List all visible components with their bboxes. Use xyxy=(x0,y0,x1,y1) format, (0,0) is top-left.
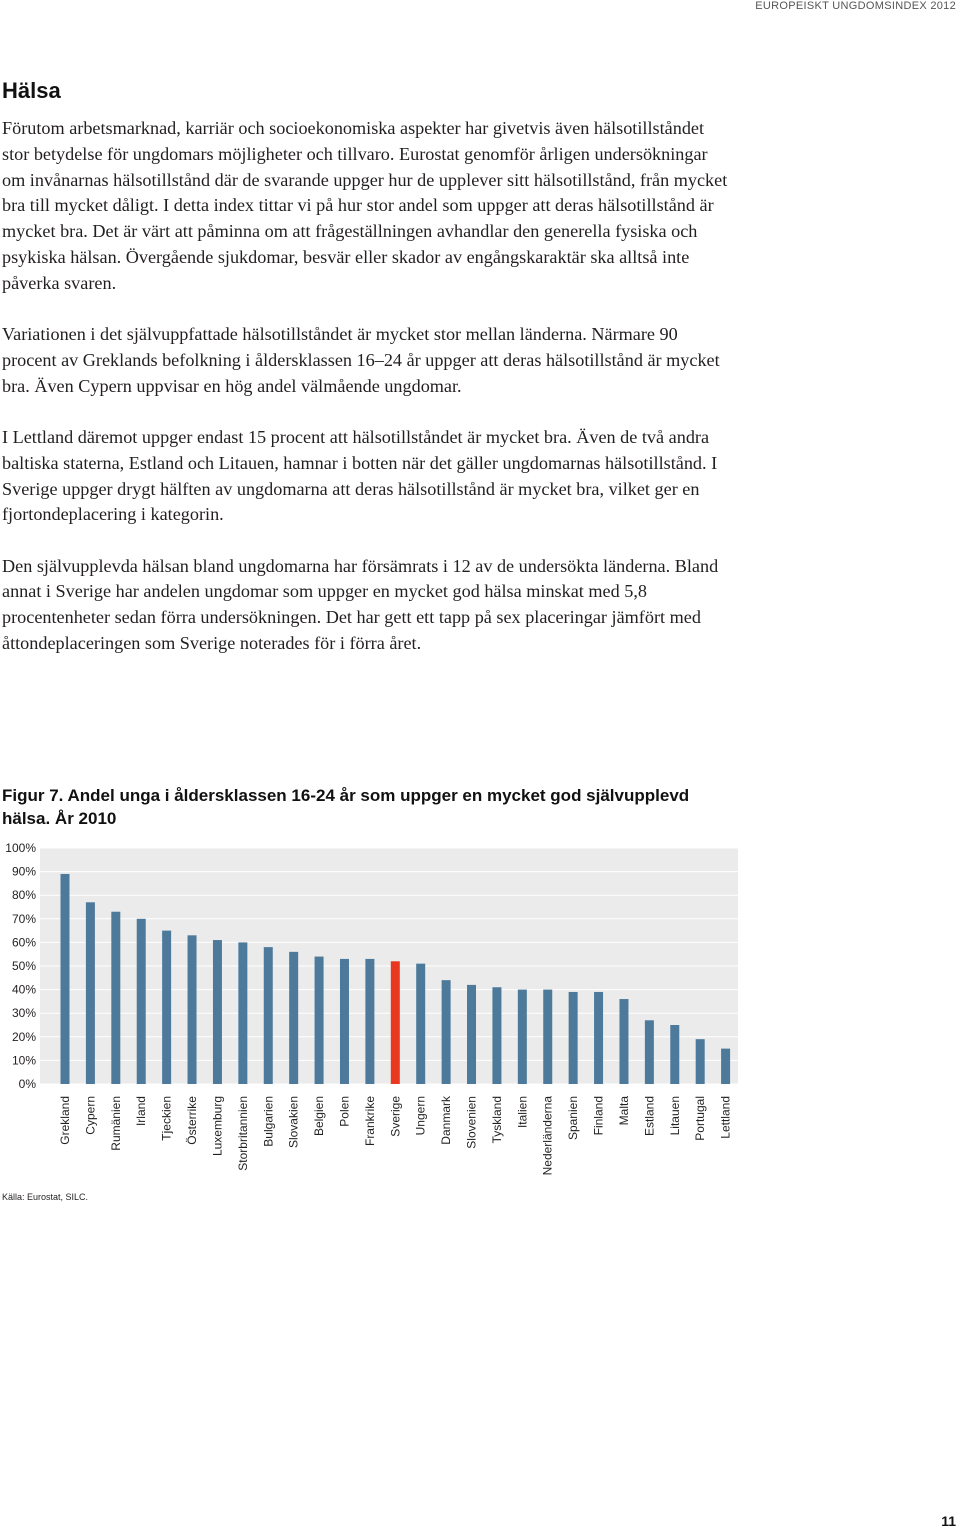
bar-malta xyxy=(619,999,628,1084)
bar-storbritannien xyxy=(238,942,247,1084)
bar-belgien xyxy=(315,957,324,1084)
bar-finland xyxy=(594,992,603,1084)
x-tick-label: Finland xyxy=(591,1096,606,1136)
bar-chart xyxy=(0,836,745,1191)
y-tick-label: 30% xyxy=(11,1006,36,1021)
bar-slovakien xyxy=(289,952,298,1084)
x-tick-label: Grekland xyxy=(58,1096,72,1145)
bar-sverige xyxy=(391,961,400,1084)
y-tick-label: 0% xyxy=(18,1077,36,1091)
page-number: 11 xyxy=(941,1513,956,1529)
bar-rumänien xyxy=(111,912,120,1084)
section-title: Hälsa xyxy=(2,78,61,103)
x-tick-label: Italien xyxy=(515,1096,530,1129)
bar-spanien xyxy=(569,992,578,1084)
bar-italien xyxy=(518,990,527,1084)
x-tick-label: Spanien xyxy=(566,1096,581,1141)
y-tick-label: 40% xyxy=(11,982,36,997)
bar-cypern xyxy=(86,902,95,1084)
bar-grekland xyxy=(61,874,70,1084)
x-tick-label: Nederländerna xyxy=(540,1096,555,1176)
paragraph: Den självupplevda hälsan bland ungdomarna har försämrats i 12 av de undersökta länderna. Bland annat i Sverige har andelen ungdomar som uppger en mycket god hälsa minskat med 5,8 procentenheter sedan förra undersökningen. Det har gett ett tapp på sex placeringar jämfört med åttondeplaceringen som Sverige noterades för i förra året. xyxy=(2,555,719,654)
bar-nederländerna xyxy=(543,990,552,1084)
x-tick-label: Cypern xyxy=(83,1096,98,1135)
paragraph: I Lettland däremot uppger endast 15 procent att hälsotillståndet är mycket bra. Även de två andra baltiska staterna, Estland och Litauen, hamnar i botten när det gäller ungdomarnas hälsotillstånd. I Sverige uppger drygt hälften av ungdomarna att deras hälsotillstånd är mycket bra, vilket ger en fjortondeplacering i kategorin. xyxy=(2,426,718,525)
bar-danmark xyxy=(442,980,451,1084)
x-tick-label: Österrike xyxy=(185,1096,200,1145)
x-tick-label: Tyskland xyxy=(489,1096,504,1144)
x-tick-label: Tjeckien xyxy=(159,1096,174,1141)
running-header: EUROPEISKT UNGDOMSINDEX 2012 xyxy=(755,0,956,12)
x-tick-label: Luxemburg xyxy=(210,1096,225,1157)
bar-polen xyxy=(340,959,349,1084)
x-tick-label: Portugal xyxy=(693,1096,708,1141)
x-tick-label: Belgien xyxy=(312,1096,327,1137)
bar-bulgarien xyxy=(264,947,273,1084)
y-tick-label: 20% xyxy=(11,1029,36,1044)
bar-luxemburg xyxy=(213,940,222,1084)
bar-estland xyxy=(645,1020,654,1084)
y-tick-label: 80% xyxy=(11,888,36,903)
y-tick-label: 70% xyxy=(11,911,36,926)
figure-source: Källa: Eurostat, SILC. xyxy=(2,1192,89,1202)
figure-caption: Andel unga i åldersklassen 16-24 år som uppger en mycket god självupplevd hälsa. År 2010 xyxy=(2,786,690,828)
x-tick-label: Ungern xyxy=(413,1096,428,1136)
x-tick-label: Storbritannien xyxy=(235,1096,250,1171)
bar-slovenien xyxy=(467,985,476,1084)
y-tick-label: 100% xyxy=(5,841,36,855)
figure-title xyxy=(2,784,732,830)
bar-ungern xyxy=(416,964,425,1084)
x-tick-label: Irland xyxy=(134,1096,149,1127)
bar-lettland xyxy=(721,1049,730,1084)
y-tick-label: 90% xyxy=(11,864,36,879)
bar-tyskland xyxy=(492,987,501,1084)
x-tick-label: Slovenien xyxy=(464,1096,479,1149)
bar-tjeckien xyxy=(162,931,171,1084)
y-tick-label: 50% xyxy=(11,959,36,973)
bar-litauen xyxy=(670,1025,679,1084)
x-tick-label: Polen xyxy=(337,1096,352,1127)
y-tick-label: 60% xyxy=(11,935,36,950)
x-tick-label: Rumänien xyxy=(108,1096,123,1151)
x-tick-label: Sverige xyxy=(388,1096,403,1137)
x-tick-label: Malta xyxy=(616,1096,631,1126)
y-tick-label: 10% xyxy=(11,1053,36,1068)
bar-irland xyxy=(137,919,146,1084)
x-tick-label: Danmark xyxy=(439,1096,454,1145)
x-tick-label: Slovakien xyxy=(286,1096,301,1149)
bar-österrike xyxy=(188,935,197,1084)
x-tick-label: Lettland xyxy=(718,1096,733,1139)
figure-number: Figur 7. xyxy=(2,786,64,805)
x-tick-label: Bulgarien xyxy=(261,1096,276,1147)
body-text xyxy=(2,116,732,682)
paragraph: Variationen i det självuppfattade hälsotillståndet är mycket stor mellan länderna. Närmare 90 procent av Greklands befolkning i åldersklassen 16–24 år uppger att deras hälsotillstånd är mycket bra. Även Cypern uppvisar en hög andel välmående ungdomar. xyxy=(2,324,720,396)
x-tick-label: Litauen xyxy=(667,1096,682,1136)
x-tick-label: Frankrike xyxy=(362,1096,377,1147)
x-tick-label: Estland xyxy=(642,1096,657,1137)
bar-frankrike xyxy=(365,959,374,1084)
paragraph: Förutom arbetsmarknad, karriär och socioekonomiska aspekter har givetvis även hälsotillståndet stor betydelse för ungdomars möjligheter och tillvaro. Eurostat genomför årligen undersökningar om invånarnas hälsotillstånd där de svarande uppger hur de upplever sitt hälsotillstånd, från mycket bra till mycket dåligt. I detta index tittar vi på hur stor andel som uppger att deras hälsotillstånd är mycket bra. Det är värt att påminna om att frågeställningen avhandlar den generella fysiska och psykiska hälsan. Övergående sjukdomar, besvär eller skador av engångskaraktär ska alltså inte påverka svaren. xyxy=(2,118,728,293)
bar-portugal xyxy=(696,1039,705,1084)
